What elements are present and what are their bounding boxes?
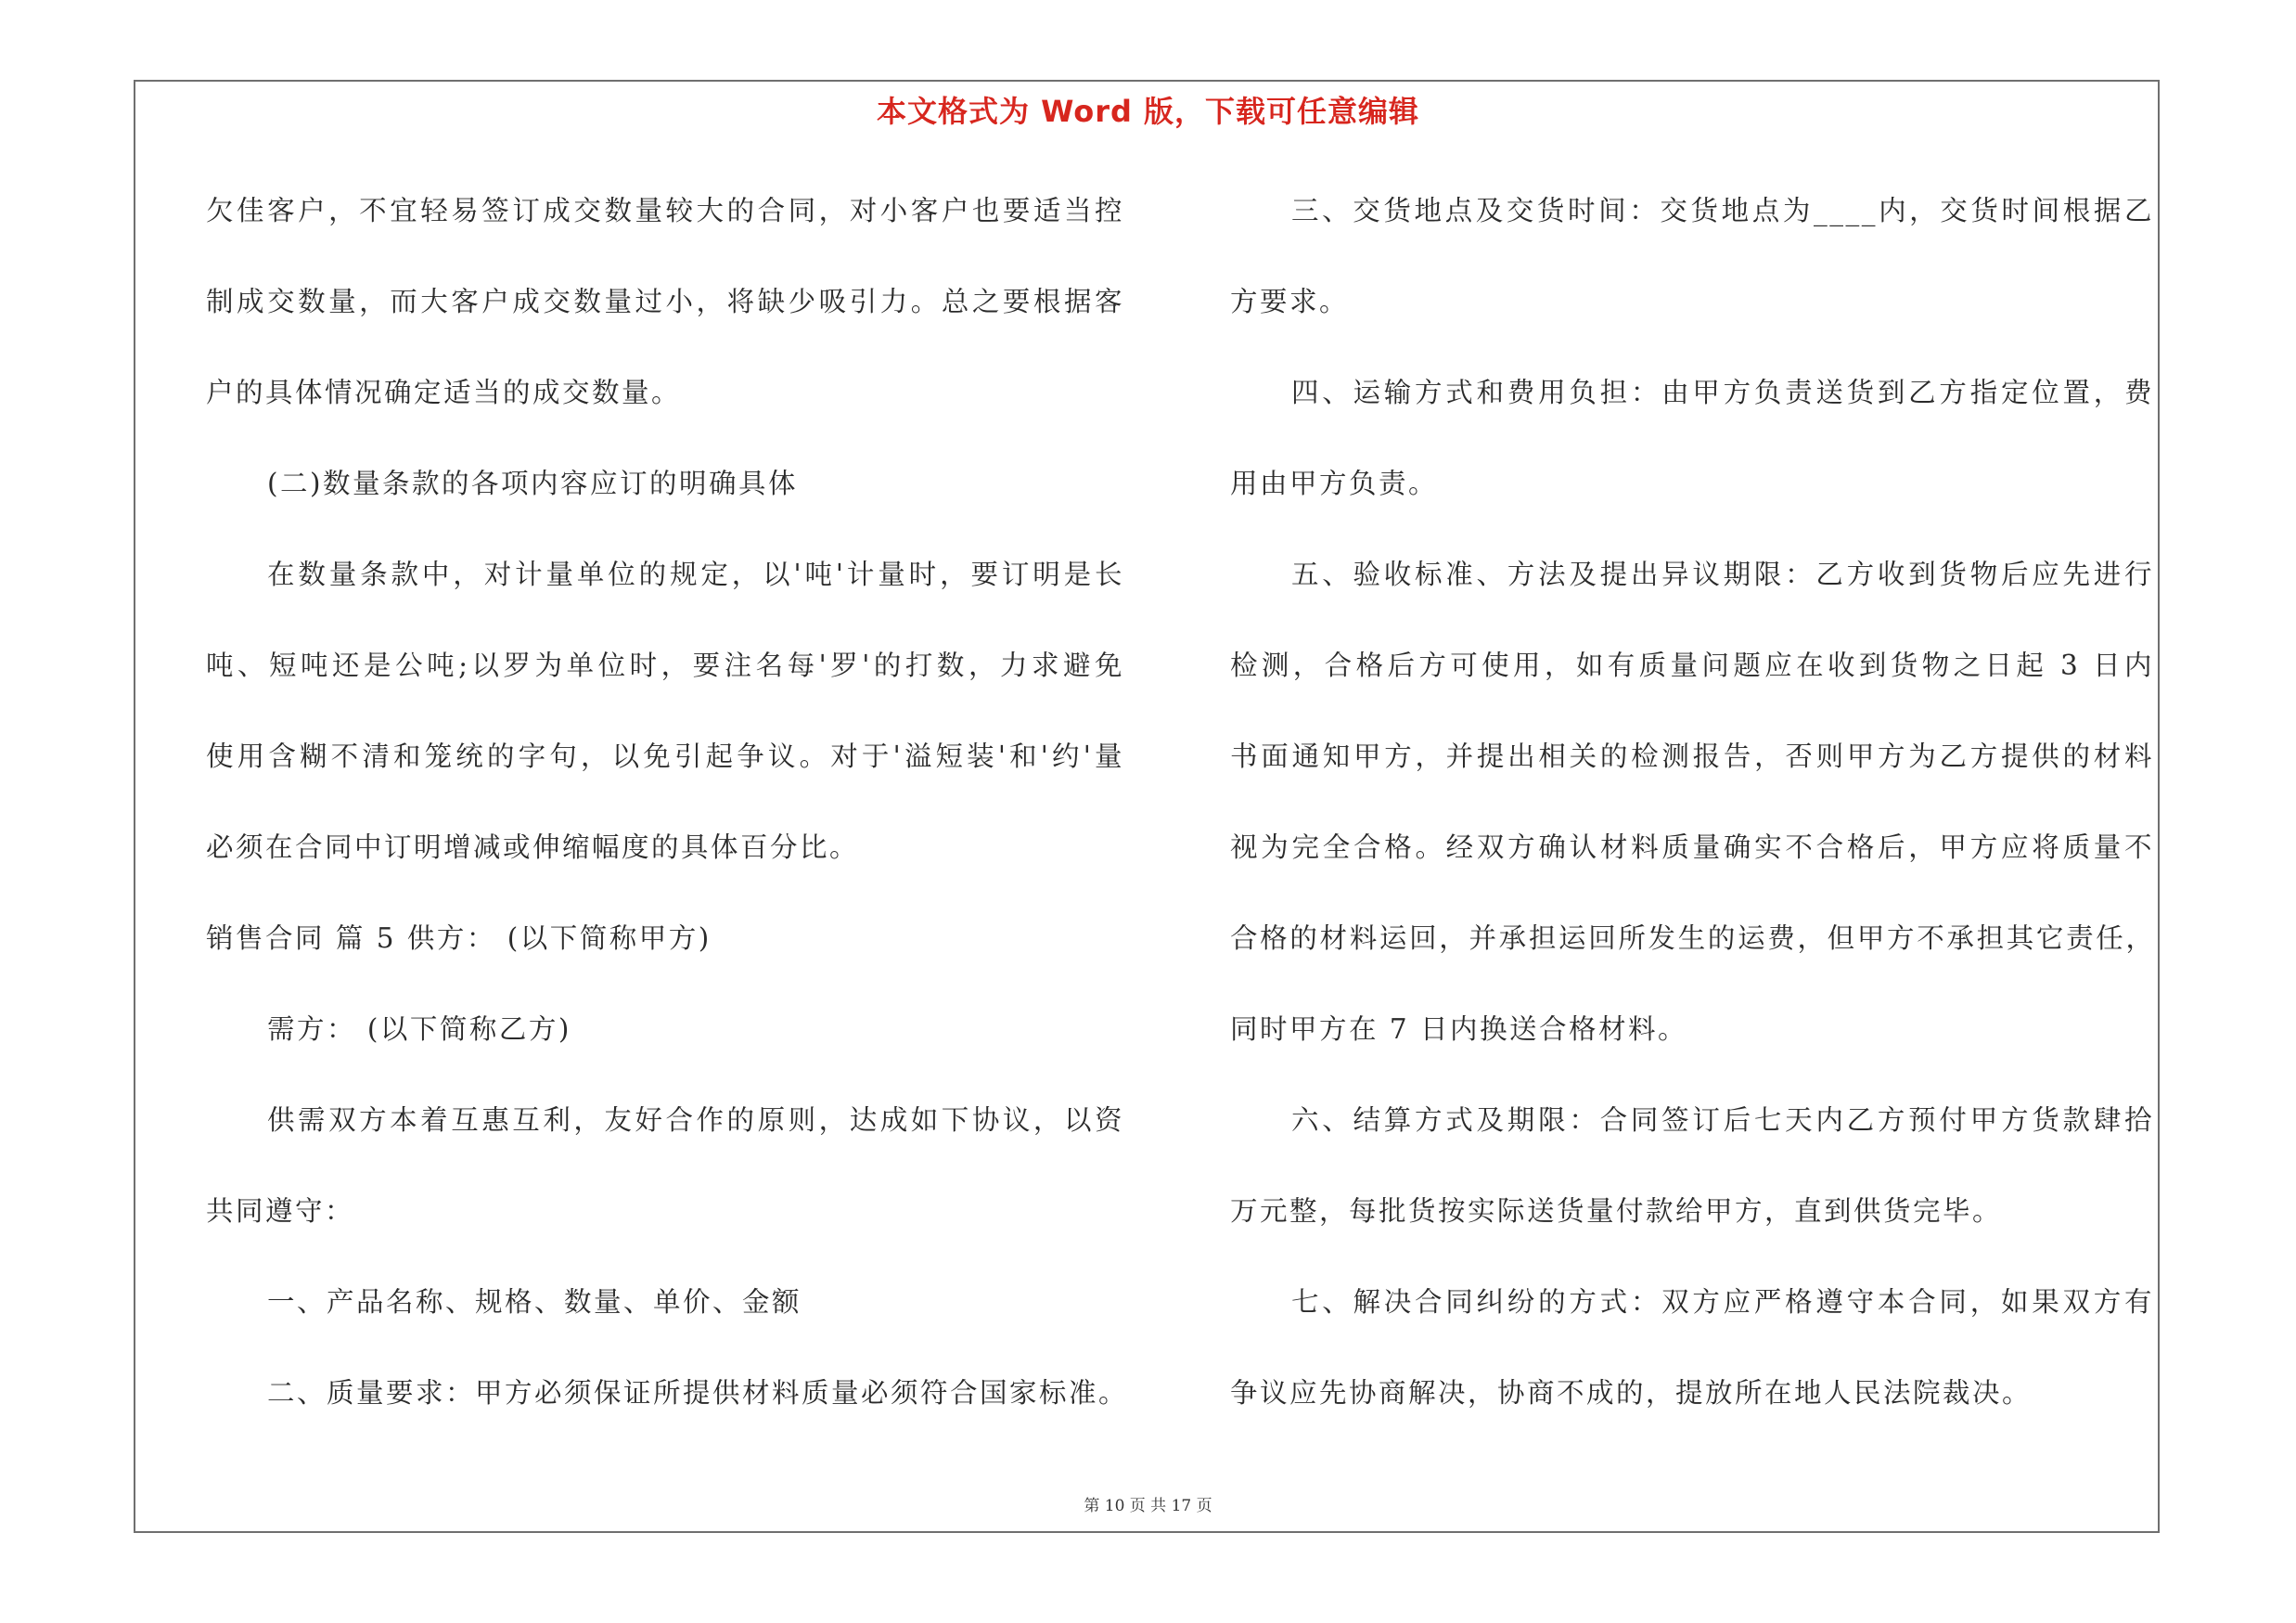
text-line: 合格的材料运回，并承担运回所发生的运费，但甲方不承担其它责任， xyxy=(1230,922,2154,954)
text-line: 视为完全合格。经双方确认材料质量确实不合格后，甲方应将质量不 xyxy=(1230,831,2154,863)
text-line: 户的具体情况确定适当的成交数量。 xyxy=(206,377,682,408)
text-line: 吨、短吨还是公吨;以罗为单位时，要注名每'罗'的打数，力求避免 xyxy=(206,650,1124,681)
text-line: 万元整，每批货按实际送货量付款给甲方，直到供货完毕。 xyxy=(1230,1195,2003,1227)
right-text-column xyxy=(1230,182,2154,1455)
text-line: 制成交数量，而大客户成交数量过小，将缺少吸引力。总之要根据客 xyxy=(206,286,1124,317)
text-line: 销售合同 篇 5 供方： (以下简称甲方) xyxy=(206,922,712,954)
word-format-banner: 本文格式为 Word 版，下载可任意编辑 xyxy=(876,94,1420,129)
text-line: 六、结算方式及期限：合同签订后七天内乙方预付甲方货款肆拾 xyxy=(1291,1104,2154,1136)
text-line: 书面通知甲方，并提出相关的检测报告，否则甲方为乙方提供的材料 xyxy=(1230,741,2154,772)
text-line: 需方： (以下简称乙方) xyxy=(267,1013,571,1045)
text-line: 用由甲方负责。 xyxy=(1230,468,1439,499)
text-line: 在数量条款中，对计量单位的规定，以'吨'计量时，要订明是长 xyxy=(267,559,1124,590)
text-line: 七、解决合同纠纷的方式：双方应严格遵守本合同，如果双方有 xyxy=(1291,1286,2154,1318)
text-line: 三、交货地点及交货时间：交货地点为____内，交货时间根据乙 xyxy=(1291,195,2154,226)
text-line: 使用含糊不清和笼统的字句，以免引起争议。对于'溢短装'和'约'量 xyxy=(206,741,1124,772)
text-line: 必须在合同中订明增减或伸缩幅度的具体百分比。 xyxy=(206,831,860,863)
text-line: 共同遵守： xyxy=(206,1195,355,1227)
text-line: 同时甲方在 7 日内换送合格材料。 xyxy=(1230,1013,1688,1045)
text-line: 供需双方本着互惠互利，友好合作的原则，达成如下协议，以资 xyxy=(267,1104,1124,1136)
text-line: 四、运输方式和费用负担：由甲方负责送货到乙方指定位置，费 xyxy=(1291,377,2154,408)
text-line: 一、产品名称、规格、数量、单价、金额 xyxy=(267,1286,802,1318)
text-line: 二、质量要求：甲方必须保证所提供材料质量必须符合国家标准。 xyxy=(267,1377,1129,1409)
text-line: 方要求。 xyxy=(1230,286,1350,317)
text-line: 检测，合格后方可使用，如有质量问题应在收到货物之日起 3 日内 xyxy=(1230,650,2154,681)
text-line: (二)数量条款的各项内容应订的明确具体 xyxy=(267,468,799,499)
left-text-column xyxy=(206,182,1129,1455)
text-line: 争议应先协商解决，协商不成的，提放所在地人民法院裁决。 xyxy=(1230,1377,2033,1409)
text-line: 欠佳客户，不宜轻易签订成交数量较大的合同，对小客户也要适当控 xyxy=(206,195,1124,226)
page-number-footer: 第 10 页 共 17 页 xyxy=(1084,1497,1212,1515)
text-line: 五、验收标准、方法及提出异议期限：乙方收到货物后应先进行 xyxy=(1291,559,2154,590)
